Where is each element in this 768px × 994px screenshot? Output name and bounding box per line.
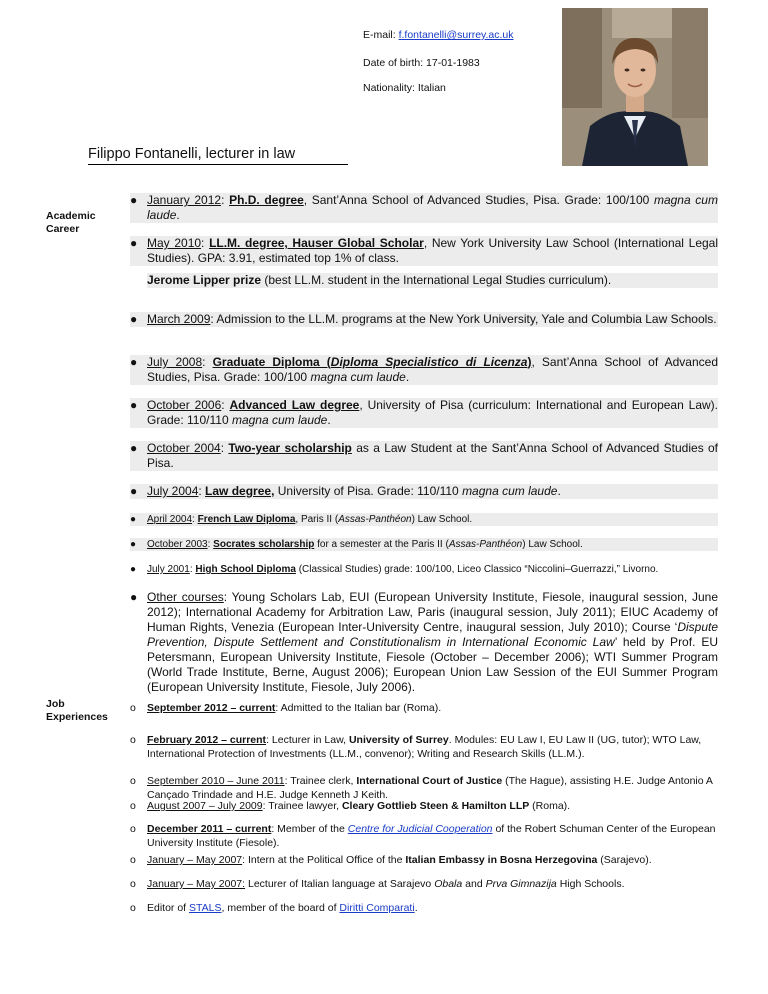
list-item: o December 2011 – current: Member of the Centre for Judicial Cooperation of the Robert Schuman Center of the European University Institute (Fiesole). (130, 823, 716, 849)
stals-link[interactable]: STALS (189, 902, 222, 914)
academic-career-label: Academic Career (46, 210, 96, 235)
list-item: o August 2007 – July 2009: Trainee lawyer, Cleary Gottlieb Steen & Hamilton LLP (Roma). (130, 800, 571, 812)
list-item: ● March 2009: Admission to the LL.M. programs at the New York University, Yale and Columbia Law Schools. (130, 312, 717, 326)
list-item: ● April 2004: French Law Diploma, Paris II (Assas-Panthéon) Law School. (130, 513, 718, 526)
list-item: ● October 2003: Socrates scholarship for a semester at the Paris II (Assas-Panthéon) Law School. (130, 538, 718, 551)
diritti-comparati-link[interactable]: Diritti Comparati (339, 902, 415, 914)
jerome-lipper-prize: Jerome Lipper prize (best LL.M. student in the International Legal Studies curriculum). (147, 273, 718, 288)
list-item: o Editor of STALS, member of the board of Diritti Comparati. (130, 902, 418, 914)
profile-photo (562, 8, 708, 166)
email-link[interactable]: f.fontanelli@surrey.ac.uk (398, 29, 514, 41)
list-item: o February 2012 – current: Lecturer in Law, University of Surrey. Modules: EU Law I, EU Law II (UG, tutor); WTO Law, International Protection of Investments (LL.M., convenor); Writing and Research Skills (LL.M.). (130, 734, 702, 760)
list-item: ● October 2006: Advanced Law degree, University of Pisa (curriculum: International and European Law). Grade: 110/110 magna cum laude. (130, 398, 718, 427)
list-item: o September 2012 – current: Admitted to the Italian bar (Roma). (130, 702, 442, 714)
list-item: ● Other courses: Young Scholars Lab, EUI (European University Institute, Fiesole, inaugural session, June 2012); International Academy for Arbitration Law, Paris (inaugural session, July 2011); EIUC Academy of Human Rights, Venezia (European Inter-University Centre, inaugural session, July 2010); Course ‘Dispute Prevention, Dispute Settlement and Constitutionalism in International Economic Law’ held by Prof. EU Petersmann, European University Institute, Fiesole (October – December 2006); WTI Summer Program (World Trade Institute, Berne, August 2006); European Union Law Session of the EUI Summer Program (European University Institute, Fiesole, July 2006). (130, 590, 719, 694)
list-item: ● October 2004: Two-year scholarship as a Law Student at the Sant’Anna School of Advanced Studies of Pisa. (130, 441, 719, 470)
page-title: Filippo Fontanelli, lecturer in law (88, 146, 348, 165)
list-item: o September 2010 – June 2011: Trainee clerk, International Court of Justice (The Hague), assisting H.E. Judge Antonio A Cançado Trindade and H.E. Judge Kenneth J Keith. (130, 775, 713, 801)
list-item: ● May 2010: LL.M. degree, Hauser Global Scholar, New York University Law School (International Legal Studies). GPA: 3.91, estimated top 1% of class. (130, 236, 719, 265)
list-item: ● July 2001: High School Diploma (Classical Studies) grade: 100/100, Liceo Classico “Niccolini–Guerrazzi,” Livorno. (130, 564, 659, 575)
centre-judicial-cooperation-link[interactable]: Centre for Judicial Cooperation (347, 823, 493, 835)
list-item: o January – May 2007: Intern at the Political Office of the Italian Embassy in Bosna Herzegovina (Sarajevo). (130, 854, 652, 866)
list-item: ● January 2012: Ph.D. degree, Sant’Anna School of Advanced Studies, Pisa. Grade: 100/100 magna cum laude. (130, 193, 718, 222)
list-item: ● July 2008: Graduate Diploma (Diploma Specialistico di Licenza), Sant’Anna School of Advanced Studies, Pisa. Grade: 100/100 magna cum laude. (130, 355, 718, 384)
job-experiences-label: Job Experiences (46, 698, 108, 723)
email-line: E-mail: f.fontanelli@surrey.ac.uk (363, 29, 514, 41)
list-item: ● July 2004: Law degree, University of Pisa. Grade: 110/110 magna cum laude. (130, 484, 718, 499)
date-of-birth: Date of birth: 17-01-1983 (363, 57, 480, 69)
nationality: Nationality: Italian (363, 82, 446, 94)
list-item: o January – May 2007: Lecturer of Italian language at Sarajevo Obala and Prva Gimnazija High Schools. (130, 878, 625, 890)
